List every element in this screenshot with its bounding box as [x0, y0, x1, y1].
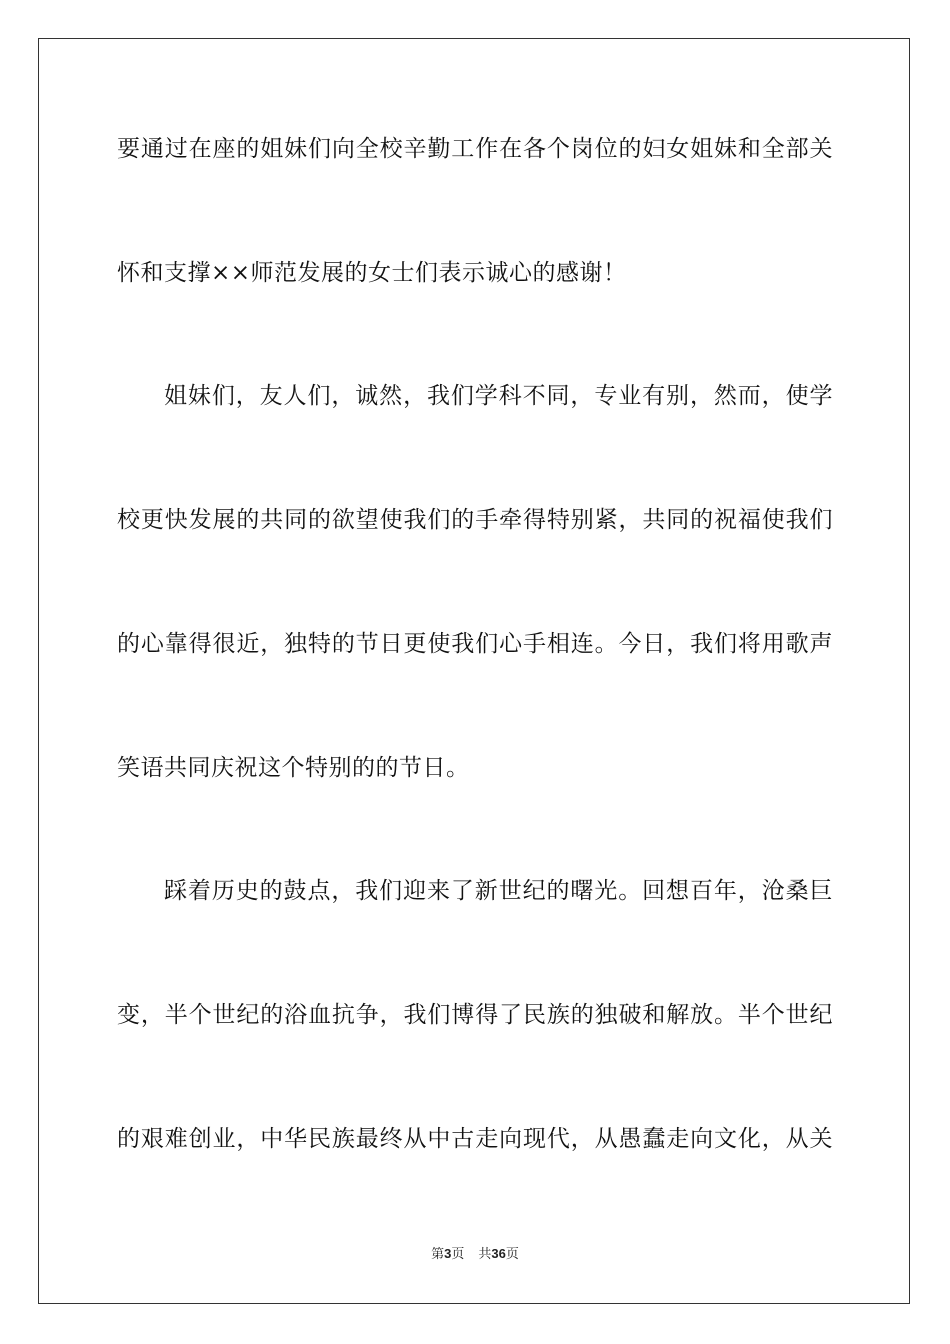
page-suffix: 页 [451, 1247, 465, 1262]
page-border [38, 38, 910, 1304]
total-suffix: 页 [505, 1247, 519, 1262]
total-prefix: 共 [478, 1247, 492, 1262]
body-text-line: 要通过在座的姐妹们向全校辛勤工作在各个岗位的妇女姐妹和全部关 [117, 136, 833, 162]
page-footer [0, 1245, 950, 1264]
body-text-line: 怀和支撑××师范发展的女士们表示诚心的感谢！ [117, 260, 627, 286]
body-text-line: 的心靠得很近，独特的节日更使我们心手相连。今日，我们将用歌声 [117, 631, 833, 657]
total-pages: 36 [491, 1246, 506, 1261]
body-text-line: 的艰难创业，中华民族最终从中古走向现代，从愚蠢走向文化，从关 [117, 1126, 833, 1152]
paragraph-first-line: 踩着历史的鼓点，我们迎来了新世纪的曙光。回想百年，沧桑巨 [164, 878, 833, 904]
body-text-line: 变，半个世纪的浴血抗争，我们博得了民族的独破和解放。半个世纪 [117, 1002, 833, 1028]
page-prefix: 第 [431, 1247, 445, 1262]
paragraph-first-line: 姐妹们，友人们，诚然，我们学科不同，专业有别，然而，使学 [164, 383, 833, 409]
page-number: 3 [444, 1246, 452, 1261]
body-text-line: 校更快发展的共同的欲望使我们的手牵得特别紧，共同的祝福使我们 [117, 507, 833, 533]
body-text-line: 笑语共同庆祝这个特别的的节日。 [117, 755, 470, 781]
